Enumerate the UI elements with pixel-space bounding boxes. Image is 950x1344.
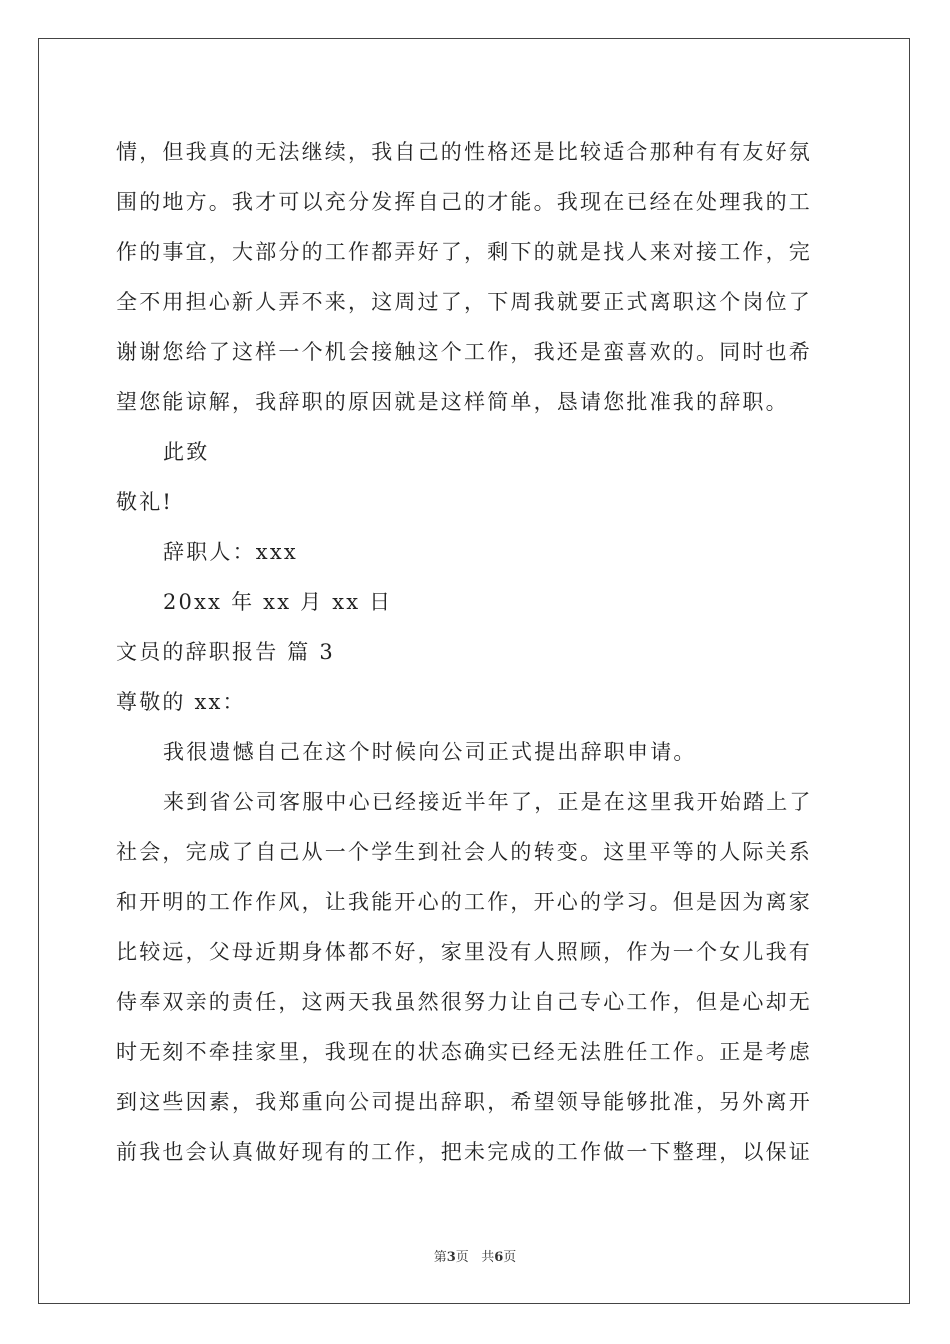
- body-line: 望您能谅解，我辞职的原因就是这样简单，恳请您批准我的辞职。: [116, 390, 789, 414]
- footer-page-prefix: 第: [433, 1250, 447, 1265]
- closing-salutation: 此致: [163, 440, 210, 464]
- page-footer: [0, 1246, 950, 1265]
- body-line: 和开明的工作作风，让我能开心的工作，开心的学习。但是因为离家: [116, 890, 812, 914]
- document-body: [116, 127, 836, 1177]
- signature-line: 辞职人：xxx: [163, 540, 298, 564]
- body-line: 谢谢您给了这样一个机会接触这个工作，我还是蛮喜欢的。同时也希: [116, 340, 812, 364]
- footer-total-prefix: 共: [481, 1250, 495, 1265]
- footer-page-suffix: 页: [455, 1250, 469, 1265]
- body-line: 侍奉双亲的责任，这两天我虽然很努力让自己专心工作，但是心却无: [116, 990, 812, 1014]
- body-line: 我很遗憾自己在这个时候向公司正式提出辞职申请。: [163, 740, 697, 764]
- body-line: 到这些因素，我郑重向公司提出辞职，希望领导能够批准，另外离开: [116, 1090, 812, 1114]
- body-line: 情，但我真的无法继续，我自己的性格还是比较适合那种有有友好氛: [116, 140, 812, 164]
- body-line: 围的地方。我才可以充分发挥自己的才能。我现在已经在处理我的工: [116, 190, 812, 214]
- footer-page-number: 3: [446, 1250, 456, 1265]
- body-line: 全不用担心新人弄不来，这周过了，下周我就要正式离职这个岗位了: [116, 290, 812, 314]
- body-line: 社会，完成了自己从一个学生到社会人的转变。这里平等的人际关系: [116, 840, 812, 864]
- body-line: 作的事宜，大部分的工作都弄好了，剩下的就是找人来对接工作，完: [116, 240, 812, 264]
- body-line: 前我也会认真做好现有的工作，把未完成的工作做一下整理，以保证: [116, 1140, 812, 1164]
- closing-regards: 敬礼!: [116, 490, 174, 514]
- section-heading: 文员的辞职报告 篇 3: [116, 640, 335, 664]
- body-line: 时无刻不牵挂家里，我现在的状态确实已经无法胜任工作。正是考虑: [116, 1040, 812, 1064]
- date-line: 20xx 年 xx 月 xx 日: [163, 590, 393, 614]
- footer-total-suffix: 页: [503, 1250, 517, 1265]
- body-line: 来到省公司客服中心已经接近半年了，正是在这里我开始踏上了: [163, 790, 813, 814]
- body-line: 比较远，父母近期身体都不好，家里没有人照顾，作为一个女儿我有: [116, 940, 812, 964]
- greeting-line: 尊敬的 xx：: [116, 690, 246, 714]
- footer-total-number: 6: [494, 1250, 504, 1265]
